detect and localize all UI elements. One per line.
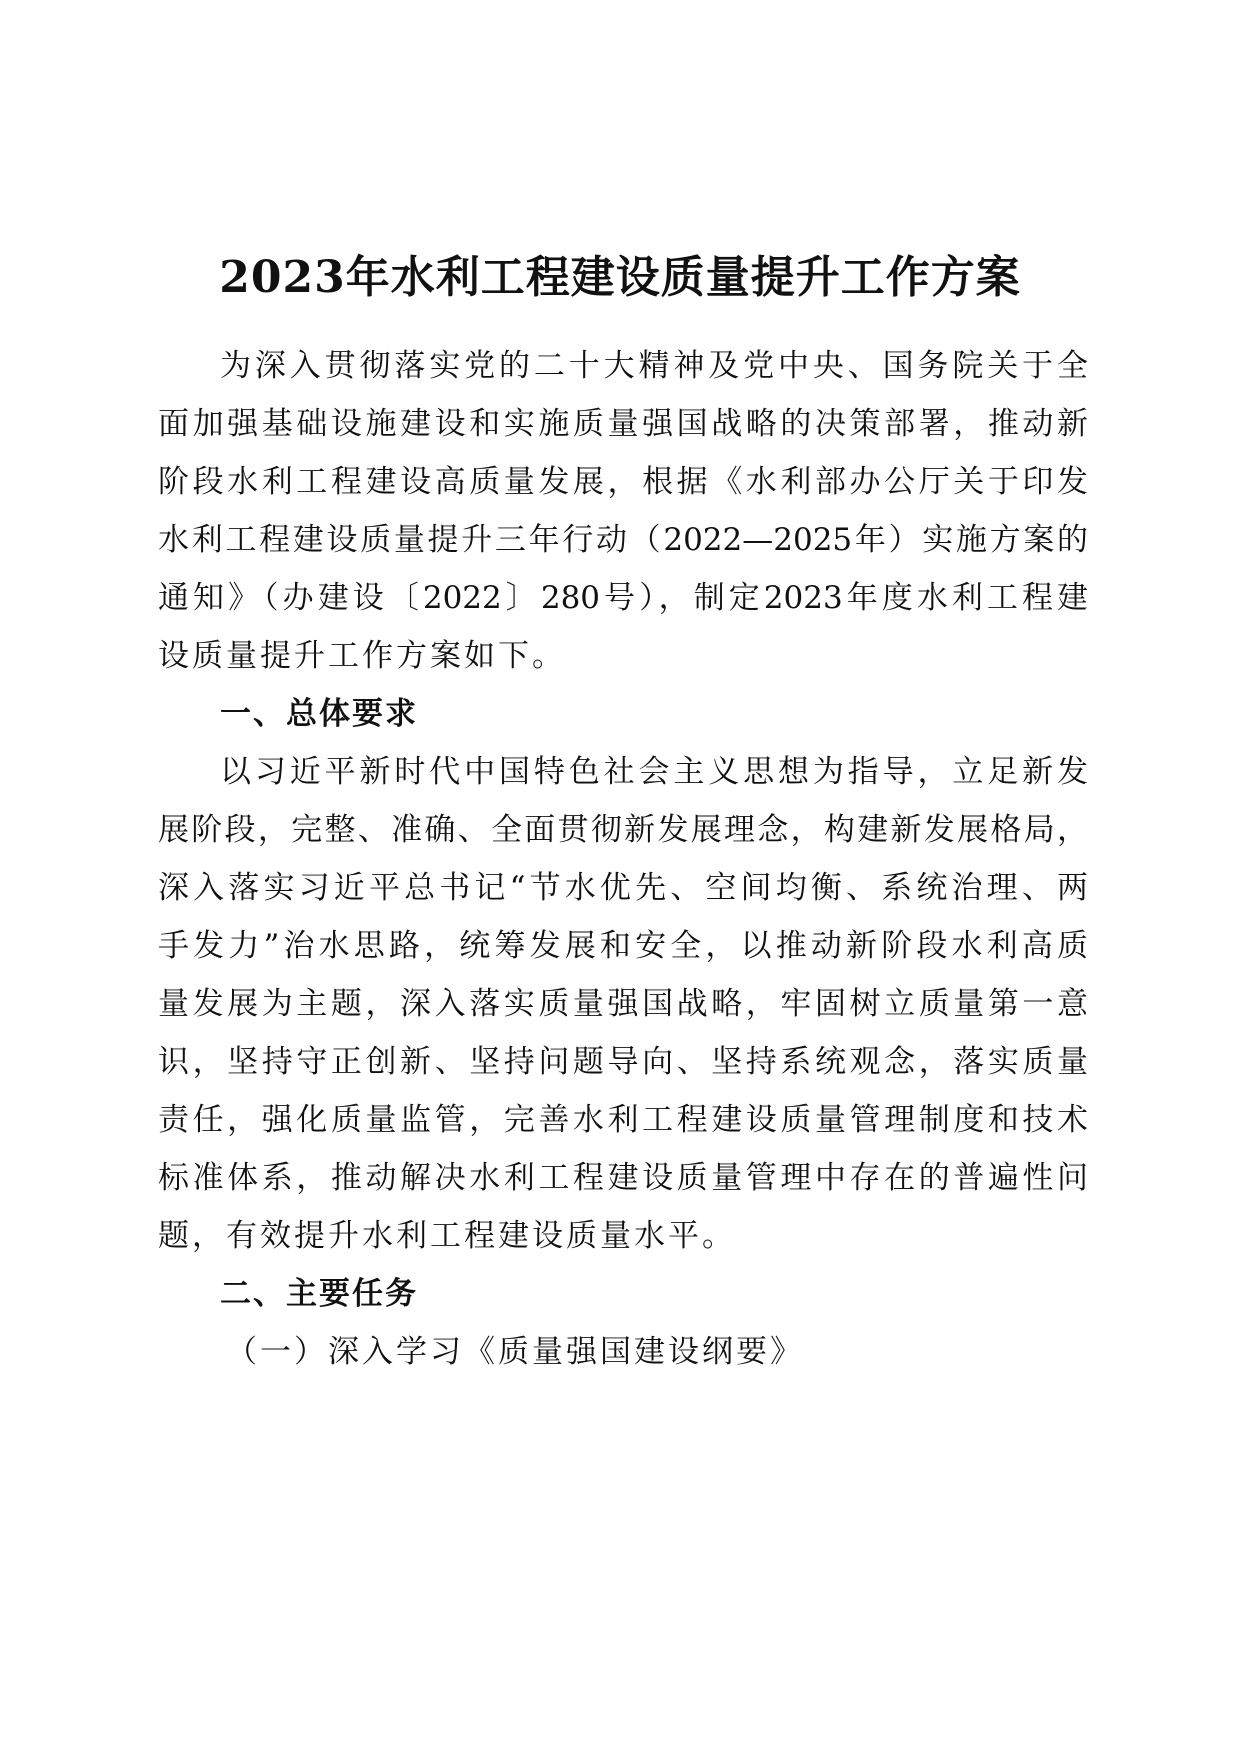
section1-line-5: 量发展为主题，深入落实质量强国战略，牢固树立质量第一意 — [158, 986, 1088, 1022]
section-heading-1: 一、总体要求 — [220, 696, 418, 732]
intro-line-1: 为深入贯彻落实党的二十大精神及党中央、国务院关于全 — [220, 348, 1088, 384]
intro-line-4: 水利工程建设质量提升三年行动（2022—2025年）实施方案的 — [158, 522, 1088, 558]
section1-line-2: 展阶段，完整、准确、全面贯彻新发展理念，构建新发展格局， — [158, 812, 1088, 848]
subsection-heading-1: （一）深入学习《质量强国建设纲要》 — [226, 1334, 804, 1370]
document-title: 2023年水利工程建设质量提升工作方案 — [219, 252, 1021, 303]
section1-line-3: 深入落实习近平总书记“节水优先、空间均衡、系统治理、两 — [158, 870, 1088, 906]
intro-line-6: 设质量提升工作方案如下。 — [158, 638, 566, 674]
section1-line-9: 题，有效提升水利工程建设质量水平。 — [158, 1218, 736, 1254]
section1-line-8: 标准体系，推动解决水利工程建设质量管理中存在的普遍性问 — [158, 1160, 1088, 1196]
intro-line-2: 面加强基础设施建设和实施质量强国战略的决策部署，推动新 — [158, 406, 1088, 442]
section1-line-7: 责任，强化质量监管，完善水利工程建设质量管理制度和技术 — [158, 1102, 1088, 1138]
intro-line-3: 阶段水利工程建设高质量发展，根据《水利部办公厅关于印发 — [158, 464, 1088, 500]
section1-line-1: 以习近平新时代中国特色社会主义思想为指导，立足新发 — [220, 754, 1088, 790]
section-heading-2: 二、主要任务 — [220, 1276, 418, 1312]
section1-line-4: 手发力”治水思路，统筹发展和安全，以推动新阶段水利高质 — [158, 928, 1088, 964]
intro-line-5: 通知》（办建设〔2022〕280号），制定2023年度水利工程建 — [158, 580, 1088, 616]
section1-line-6: 识，坚持守正创新、坚持问题导向、坚持系统观念，落实质量 — [158, 1044, 1088, 1080]
